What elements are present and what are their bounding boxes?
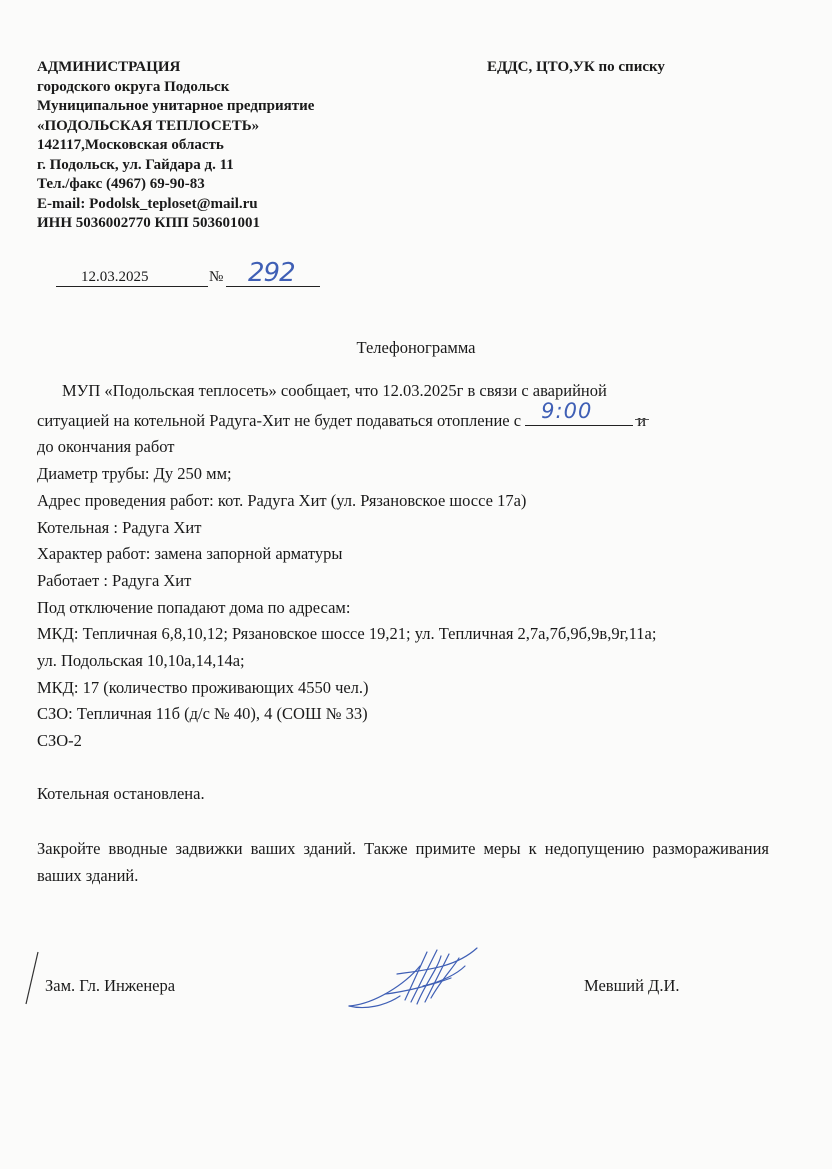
body-line <box>37 398 777 435</box>
body-line: до окончания работ <box>37 437 175 457</box>
slash-mark-icon <box>22 950 42 1008</box>
sender-line: г. Подольск, ул. Гайдара д. 11 <box>37 156 234 173</box>
body-line: МУП «Подольская теплосеть» сообщает, что 12.03.2025г в связи с аварийной <box>62 381 607 400</box>
sender-line: 142117,Московская область <box>37 137 224 153</box>
sender-block <box>37 58 314 234</box>
sender-email: E-mail: Podolsk_teploset@mail.ru <box>37 195 258 212</box>
handwritten-signature-icon <box>345 944 485 1014</box>
sender-line: городского округа Подольск <box>37 78 230 95</box>
sender-line: ИНН 5036002770 КПП 503601001 <box>37 215 260 231</box>
detail-line: СЗО: Тепличная 11б (д/с № 40), 4 (СОШ № 33) <box>37 704 368 724</box>
detail-line: СЗО-2 <box>37 731 82 751</box>
body-line-text: ситуацией на котельной Радуга-Хит не будет подаваться отопление с <box>37 410 526 430</box>
detail-line: Котельная : Радуга Хит <box>37 517 202 537</box>
number-sign: № <box>209 269 224 285</box>
status-statement: Котельная остановлена. <box>37 784 205 803</box>
recipient: ЕДДС, ЦТО,УК по списку <box>487 59 665 75</box>
document-title: Телефонограмма <box>356 338 476 357</box>
detail-line: Под отключение попадают дома по адресам: <box>37 597 351 617</box>
detail-line: Диаметр трубы: Ду 250 мм; <box>37 464 232 484</box>
registration-date: 12.03.2025 <box>81 269 149 285</box>
sender-line: Тел./факс (4967) 69-90-83 <box>37 176 205 192</box>
message-body <box>37 378 777 755</box>
instruction-paragraph: Закройте вводные задвижки ваших зданий. Также примите меры к недопущению размораживания ваших зданий. <box>37 839 769 885</box>
struck-word: и <box>637 408 646 435</box>
sender-line: Муниципальное унитарное предприятие <box>37 98 315 114</box>
detail-line: Работает : Радуга Хит <box>37 570 192 590</box>
signatory-name: Мевший Д.И. <box>584 976 680 995</box>
handwritten-time-field <box>525 398 633 426</box>
detail-line: ул. Подольская 10,10а,14,14а; <box>37 651 245 671</box>
sender-line: «ПОДОЛЬСКАЯ ТЕПЛОСЕТЬ» <box>37 117 260 134</box>
sender-line: АДМИНИСТРАЦИЯ <box>37 59 181 75</box>
handwritten-time: 9:00 <box>541 398 593 423</box>
detail-line: МКД: Тепличная 6,8,10,12; Рязановское шоссе 19,21; ул. Тепличная 2,7а,7б,9б,9в,9г,11а; <box>37 624 657 644</box>
detail-line: Характер работ: замена запорной арматуры <box>37 544 343 564</box>
detail-line: Адрес проведения работ: кот. Радуга Хит (ул. Рязановское шоссе 17а) <box>37 490 527 510</box>
detail-line: МКД: 17 (количество проживающих 4550 чел.) <box>37 677 369 697</box>
handwritten-number: 292 <box>248 258 295 288</box>
signatory-position: Зам. Гл. Инженера <box>45 976 176 995</box>
registration-line <box>56 258 326 292</box>
